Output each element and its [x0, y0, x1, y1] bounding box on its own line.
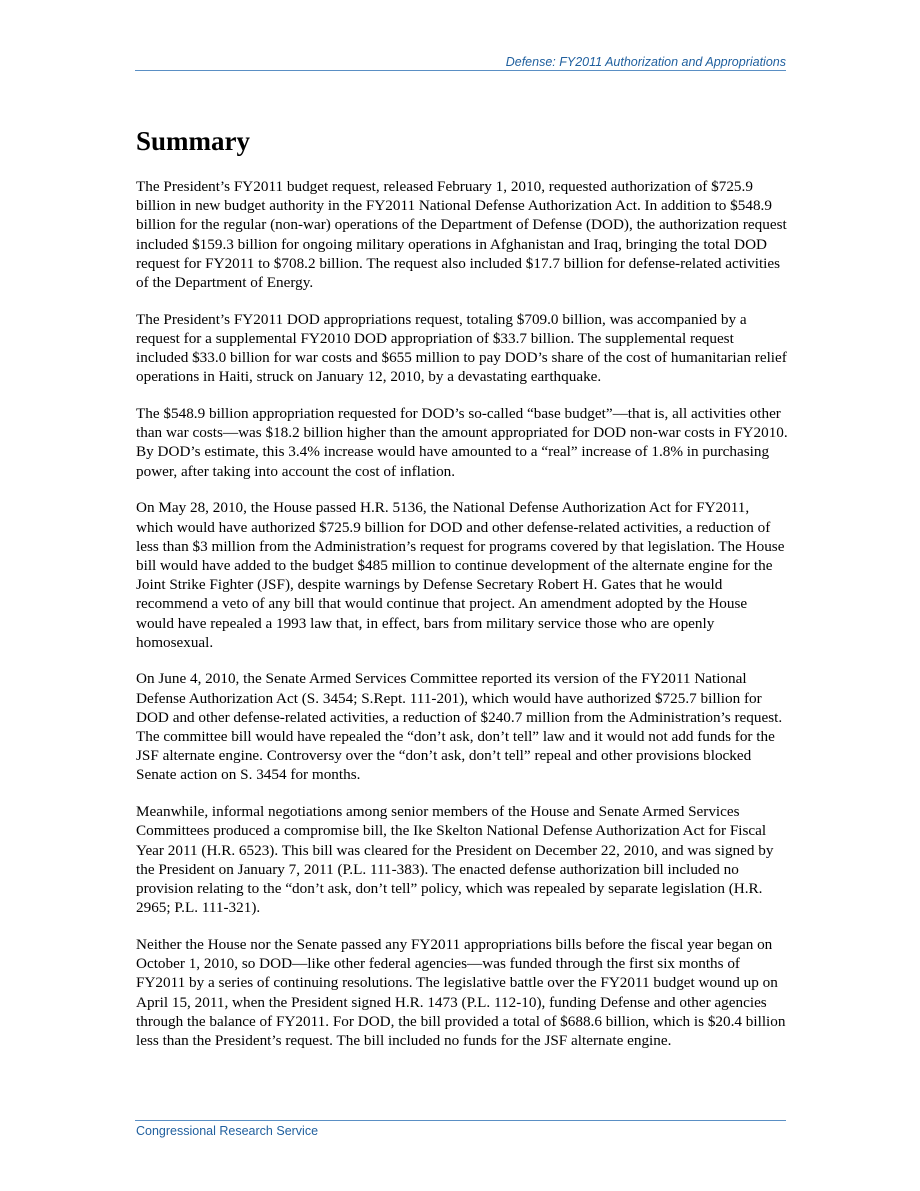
- paragraph-5: On June 4, 2010, the Senate Armed Services Committee reported its version of the FY2011 National Defense Authorization Act (S. 3454; S.Rept. 111-201), which would have authorized $725.7 billion for DOD and other defense-related activities, a reduction of $240.7 million from the Administration’s request. The committee bill would have repealed the “don’t ask, don’t tell” law and it would not add funds for the JSF alternate engine. Controversy over the “don’t ask, don’t tell” repeal and other provisions blocked Senate action on S. 3454 for months.: [136, 670, 783, 784]
- paragraph-4: On May 28, 2010, the House passed H.R. 5136, the National Defense Authorization Act for FY2011, which would have authorized $725.9 billion for DOD and other defense-related activities, a reduction of less than $3 million from the Administration’s request for programs covered by that legislation. The House bill would have added to the budget $485 million to continue development of the alternate engine for the Joint Strike Fighter (JSF), despite warnings by Defense Secretary Robert H. Gates that he would recommend a veto of any bill that would continue that project. An amendment adopted by the House would have repealed a 1993 law that, in effect, bars from military service those who are openly homosexual.: [136, 499, 785, 651]
- footer-divider: [135, 1120, 786, 1121]
- paragraph-7: Neither the House nor the Senate passed any FY2011 appropriations bills before the fiscal year began on October 1, 2010, so DOD—like other federal agencies—was funded through the first six months of FY2011 by a series of continuing resolutions. The legislative battle over the FY2011 budget wound up on April 15, 2011, when the President signed H.R. 1473 (P.L. 112-10), funding Defense and other agencies through the balance of FY2011. For DOD, the bill provided a total of $688.6 billion, which is $20.4 billion less than the President’s request. The bill included no funds for the JSF alternate engine.: [136, 935, 786, 1049]
- footer-organization: Congressional Research Service: [136, 1124, 319, 1138]
- running-header-title: Defense: FY2011 Authorization and Appropriations: [505, 55, 786, 69]
- paragraph-6: Meanwhile, informal negotiations among senior members of the House and Senate Armed Services Committees produced a compromise bill, the Ike Skelton National Defense Authorization Act for Fiscal Year 2011 (H.R. 6523). This bill was cleared for the President on December 22, 2010, and was signed by the President on January 7, 2011 (P.L. 111-383). The enacted defense authorization bill included no provision relating to the “don’t ask, don’t tell” policy, which was repealed by separate legislation (H.R. 2965; P.L. 111-321).: [136, 803, 774, 917]
- paragraph-3: The $548.9 billion appropriation requested for DOD’s so-called “base budget”—that is, all activities other than war costs—was $18.2 billion higher than the amount appropriated for DOD non-war costs in FY2010. By DOD’s estimate, this 3.4% increase would have amounted to a “real” increase of 1.8% in purchasing power, after taking into account the cost of inflation.: [136, 405, 788, 480]
- paragraph-2: The President’s FY2011 DOD appropriations request, totaling $709.0 billion, was accompanied by a request for a supplemental FY2010 DOD appropriation of $33.7 billion. The supplemental request included $33.0 billion for war costs and $655 million to pay DOD’s share of the cost of humanitarian relief operations in Haiti, struck on January 12, 2010, by a devastating earthquake.: [136, 310, 787, 386]
- paragraph-1: The President’s FY2011 budget request, released February 1, 2010, requested authorization of $725.9 billion in new budget authority in the FY2011 National Defense Authorization Act. In addition to $548.9 billion for the regular (non-war) operations of the Department of Defense (DOD), the authorization request included $159.3 billion for ongoing military operations in Afghanistan and Iraq, bringing the total DOD request for FY2011 to $708.2 billion. The request also included $17.7 billion for defense-related activities of the Department of Energy.: [136, 178, 787, 292]
- section-heading: Summary: [136, 126, 250, 156]
- summary-body: [136, 177, 788, 1068]
- header-divider: [135, 70, 786, 71]
